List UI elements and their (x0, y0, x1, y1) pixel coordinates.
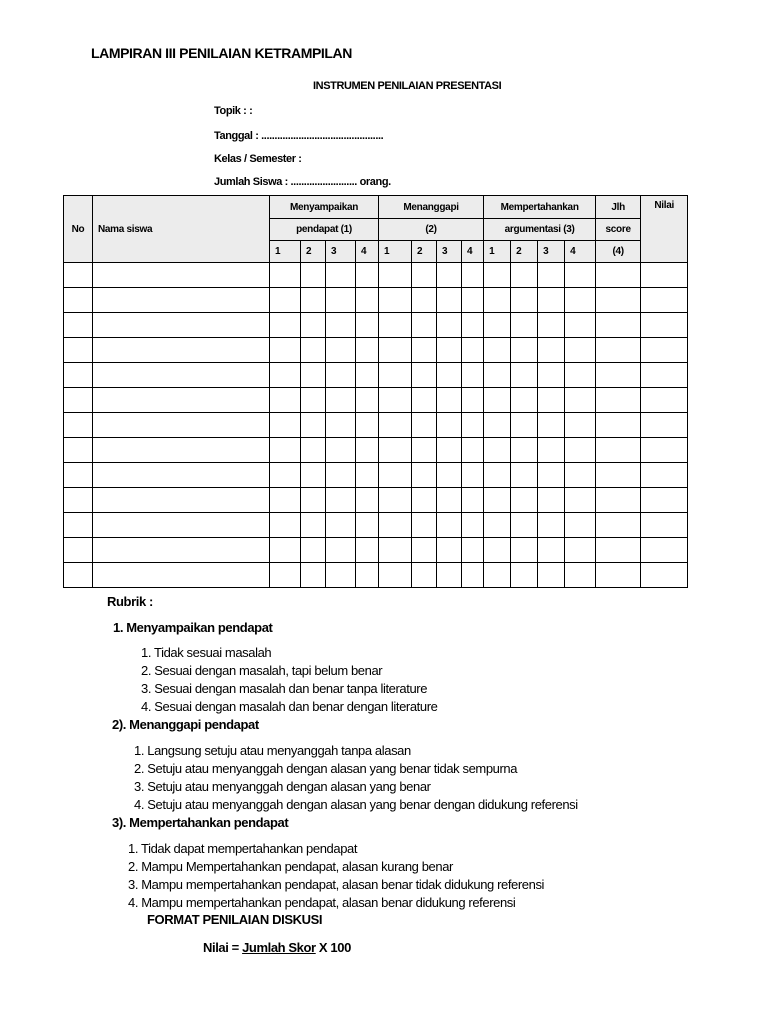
table-cell (326, 538, 356, 563)
table-cell (326, 388, 356, 413)
table-cell (462, 463, 484, 488)
table-cell (511, 388, 538, 413)
table-cell (565, 438, 596, 463)
table-cell (511, 513, 538, 538)
table-cell (565, 313, 596, 338)
table-cell (356, 463, 379, 488)
table-cell (270, 463, 301, 488)
table-cell (326, 363, 356, 388)
table-cell (379, 263, 412, 288)
table-cell (64, 513, 93, 538)
table-cell (511, 413, 538, 438)
table-cell (379, 388, 412, 413)
table-cell (379, 413, 412, 438)
table-cell (462, 538, 484, 563)
table-cell (412, 263, 437, 288)
table-cell (538, 288, 565, 313)
table-cell (596, 413, 641, 438)
table-cell (565, 563, 596, 588)
table-cell (326, 413, 356, 438)
table-cell (484, 413, 511, 438)
table-cell (484, 513, 511, 538)
table-cell (93, 263, 270, 288)
table-cell (511, 338, 538, 363)
table-cell (64, 413, 93, 438)
table-row (64, 338, 688, 363)
table-cell (64, 563, 93, 588)
table-cell (270, 363, 301, 388)
table-row (64, 438, 688, 463)
table-cell (301, 263, 326, 288)
table-cell (565, 388, 596, 413)
table-cell (538, 413, 565, 438)
rubric-item: 1. Tidak dapat mempertahankan pendapat (128, 841, 358, 856)
table-cell (565, 413, 596, 438)
jlh-header-a: Jlh (596, 196, 641, 219)
score-1: 1 (484, 241, 511, 263)
table-cell (356, 338, 379, 363)
score-2: 2 (301, 241, 326, 263)
table-cell (379, 463, 412, 488)
table-cell (93, 538, 270, 563)
table-cell (93, 313, 270, 338)
score-3: 3 (326, 241, 356, 263)
table-cell (538, 438, 565, 463)
formula-multiplier: X 100 (315, 940, 351, 955)
table-cell (511, 463, 538, 488)
table-cell (437, 488, 462, 513)
table-cell (93, 413, 270, 438)
table-cell (356, 263, 379, 288)
table-cell (462, 513, 484, 538)
table-cell (93, 288, 270, 313)
table-cell (511, 363, 538, 388)
table-cell (64, 488, 93, 513)
table-cell (64, 288, 93, 313)
table-cell (379, 438, 412, 463)
table-cell (565, 488, 596, 513)
table-cell (462, 263, 484, 288)
table-cell (93, 388, 270, 413)
table-cell (270, 563, 301, 588)
group-header-1a: Menyampaikan (270, 196, 379, 219)
table-cell (270, 438, 301, 463)
class-semester-field: Kelas / Semester : (214, 153, 302, 165)
table-cell (379, 288, 412, 313)
table-cell (596, 438, 641, 463)
table-cell (462, 438, 484, 463)
table-cell (412, 338, 437, 363)
group-header-3a: Mempertahankan (484, 196, 596, 219)
table-cell (484, 488, 511, 513)
table-cell (596, 313, 641, 338)
table-cell (412, 463, 437, 488)
section-2-title: 2). Menanggapi pendapat (112, 717, 259, 732)
assessment-table (63, 195, 688, 588)
table-cell (412, 313, 437, 338)
rubric-item: 4. Mampu mempertahankan pendapat, alasan benar didukung referensi (128, 895, 516, 910)
table-row (64, 538, 688, 563)
table-row (64, 288, 688, 313)
rubric-title: Rubrik : (107, 594, 153, 609)
score-1: 1 (270, 241, 301, 263)
rubric-item: 2. Sesuai dengan masalah, tapi belum benar (141, 663, 383, 678)
table-cell (356, 313, 379, 338)
table-cell (356, 388, 379, 413)
table-cell (511, 313, 538, 338)
table-cell (596, 263, 641, 288)
table-cell (270, 313, 301, 338)
table-cell (356, 438, 379, 463)
table-cell (565, 288, 596, 313)
table-cell (437, 438, 462, 463)
table-cell (301, 388, 326, 413)
rubric-item: 4. Setuju atau menyanggah dengan alasan yang benar dengan didukung referensi (134, 797, 578, 812)
section-3-title: 3). Mempertahankan pendapat (112, 815, 289, 830)
table-cell (270, 538, 301, 563)
table-row (64, 513, 688, 538)
table-cell (462, 488, 484, 513)
table-cell (64, 363, 93, 388)
table-cell (64, 438, 93, 463)
section-1-title: 1. Menyampaikan pendapat (113, 620, 273, 635)
table-row (64, 263, 688, 288)
table-cell (301, 438, 326, 463)
table-cell (64, 338, 93, 363)
table-cell (462, 388, 484, 413)
table-cell (379, 538, 412, 563)
table-cell (641, 288, 688, 313)
table-cell (437, 563, 462, 588)
table-cell (641, 438, 688, 463)
table-cell (462, 313, 484, 338)
table-cell (93, 563, 270, 588)
table-cell (356, 513, 379, 538)
table-cell (301, 288, 326, 313)
score-formula (203, 940, 351, 955)
table-cell (538, 313, 565, 338)
table-cell (538, 538, 565, 563)
table-cell (511, 438, 538, 463)
table-row (64, 563, 688, 588)
table-cell (437, 313, 462, 338)
table-cell (326, 438, 356, 463)
table-cell (270, 388, 301, 413)
appendix-title: LAMPIRAN III PENILAIAN KETRAMPILAN (91, 45, 352, 61)
table-cell (511, 488, 538, 513)
rubric-item: 1. Tidak sesuai masalah (141, 645, 272, 660)
table-cell (511, 538, 538, 563)
table-cell (437, 513, 462, 538)
table-cell (641, 413, 688, 438)
table-cell (412, 288, 437, 313)
table-cell (596, 388, 641, 413)
table-cell (326, 463, 356, 488)
table-cell (538, 338, 565, 363)
table-cell (538, 513, 565, 538)
table-cell (64, 463, 93, 488)
table-cell (641, 388, 688, 413)
table-cell (379, 363, 412, 388)
table-cell (356, 563, 379, 588)
formula-label: Nilai = (203, 940, 243, 955)
table-cell (596, 288, 641, 313)
table-cell (484, 313, 511, 338)
table-cell (437, 413, 462, 438)
table-cell (412, 563, 437, 588)
rubric-item: 3. Mampu mempertahankan pendapat, alasan benar tidak didukung referensi (128, 877, 545, 892)
table-cell (379, 313, 412, 338)
table-cell (270, 413, 301, 438)
table-cell (538, 363, 565, 388)
table-cell (379, 488, 412, 513)
table-cell (326, 288, 356, 313)
table-cell (270, 288, 301, 313)
score-3: 3 (437, 241, 462, 263)
table-row (64, 463, 688, 488)
col-header-name: Nama siswa (93, 196, 270, 263)
table-cell (93, 513, 270, 538)
table-cell (437, 463, 462, 488)
score-2: 2 (511, 241, 538, 263)
table-cell (301, 313, 326, 338)
table-cell (596, 513, 641, 538)
table-cell (412, 438, 437, 463)
table-cell (641, 513, 688, 538)
table-cell (93, 338, 270, 363)
table-cell (301, 538, 326, 563)
table-cell (538, 463, 565, 488)
table-cell (641, 313, 688, 338)
table-cell (484, 538, 511, 563)
table-cell (412, 538, 437, 563)
table-cell (641, 563, 688, 588)
table-cell (93, 488, 270, 513)
col-header-nilai: Nilai (641, 196, 688, 263)
table-cell (437, 388, 462, 413)
table-cell (379, 513, 412, 538)
table-cell (64, 538, 93, 563)
table-cell (437, 338, 462, 363)
table-cell (484, 263, 511, 288)
table-cell (93, 438, 270, 463)
table-cell (484, 563, 511, 588)
col-header-no: No (64, 196, 93, 263)
table-cell (641, 488, 688, 513)
score-2: 2 (412, 241, 437, 263)
rubric-item: 3. Setuju atau menyanggah dengan alasan yang benar (134, 779, 431, 794)
table-cell (596, 463, 641, 488)
table-cell (596, 363, 641, 388)
rubric-item: 4. Sesuai dengan masalah dan benar dengan literature (141, 699, 438, 714)
table-cell (437, 288, 462, 313)
table-cell (538, 563, 565, 588)
table-cell (484, 363, 511, 388)
table-cell (412, 413, 437, 438)
table-cell (356, 538, 379, 563)
table-row (64, 413, 688, 438)
table-cell (565, 513, 596, 538)
table-row (64, 388, 688, 413)
table-cell (462, 288, 484, 313)
rubric-item: 3. Sesuai dengan masalah dan benar tanpa literature (141, 681, 428, 696)
table-cell (511, 563, 538, 588)
table-cell (301, 563, 326, 588)
table-cell (64, 313, 93, 338)
table-cell (356, 413, 379, 438)
table-cell (326, 263, 356, 288)
table-cell (326, 338, 356, 363)
table-cell (641, 463, 688, 488)
table-cell (437, 263, 462, 288)
group-header-1b: pendapat (1) (270, 219, 379, 241)
group-header-3b: argumentasi (3) (484, 219, 596, 241)
table-cell (93, 363, 270, 388)
topic-field: Topik : : (214, 105, 253, 117)
table-cell (484, 463, 511, 488)
table-cell (270, 513, 301, 538)
table-cell (437, 538, 462, 563)
table-cell (565, 363, 596, 388)
table-cell (379, 563, 412, 588)
table-cell (565, 463, 596, 488)
table-cell (412, 513, 437, 538)
table-cell (484, 438, 511, 463)
table-cell (511, 288, 538, 313)
table-cell (538, 388, 565, 413)
table-cell (641, 538, 688, 563)
table-cell (641, 363, 688, 388)
table-cell (270, 263, 301, 288)
table-cell (64, 263, 93, 288)
table-cell (412, 363, 437, 388)
score-4: 4 (462, 241, 484, 263)
table-cell (641, 338, 688, 363)
table-cell (462, 413, 484, 438)
table-cell (484, 288, 511, 313)
jlh-header-c: (4) (596, 241, 641, 263)
rubric-item: 2. Mampu Mempertahankan pendapat, alasan kurang benar (128, 859, 453, 874)
table-cell (565, 338, 596, 363)
table-cell (484, 388, 511, 413)
table-cell (565, 538, 596, 563)
table-cell (301, 363, 326, 388)
table-cell (641, 263, 688, 288)
table-cell (356, 288, 379, 313)
table-cell (462, 563, 484, 588)
table-cell (301, 338, 326, 363)
date-field: Tanggal : .............................................. (214, 130, 384, 142)
table-row (64, 363, 688, 388)
table-cell (538, 488, 565, 513)
table-cell (511, 263, 538, 288)
table-cell (412, 388, 437, 413)
table-cell (356, 488, 379, 513)
table-cell (301, 413, 326, 438)
jlh-header-b: score (596, 219, 641, 241)
table-cell (301, 463, 326, 488)
table-cell (270, 338, 301, 363)
group-header-2b: (2) (379, 219, 484, 241)
student-count-field: Jumlah Siswa : ......................... orang. (214, 176, 391, 188)
format-title: FORMAT PENILAIAN DISKUSI (147, 912, 323, 927)
table-cell (301, 488, 326, 513)
table-cell (356, 363, 379, 388)
score-3: 3 (538, 241, 565, 263)
score-1: 1 (379, 241, 412, 263)
table-cell (93, 463, 270, 488)
table-cell (326, 513, 356, 538)
table-cell (270, 488, 301, 513)
score-4: 4 (356, 241, 379, 263)
table-cell (326, 313, 356, 338)
table-cell (412, 488, 437, 513)
table-cell (596, 488, 641, 513)
table-row (64, 313, 688, 338)
table-cell (484, 338, 511, 363)
table-cell (64, 388, 93, 413)
table-row (64, 488, 688, 513)
formula-fraction: Jumlah Skor (242, 940, 316, 955)
rubric-item: 1. Langsung setuju atau menyanggah tanpa alasan (134, 743, 411, 758)
table-cell (538, 263, 565, 288)
score-4: 4 (565, 241, 596, 263)
table-cell (462, 338, 484, 363)
table-cell (301, 513, 326, 538)
table-cell (326, 563, 356, 588)
table-cell (596, 563, 641, 588)
table-cell (565, 263, 596, 288)
group-header-2a: Menanggapi (379, 196, 484, 219)
instrument-title: INSTRUMEN PENILAIAN PRESENTASI (313, 80, 502, 92)
table-cell (437, 363, 462, 388)
rubric-item: 2. Setuju atau menyanggah dengan alasan yang benar tidak sempurna (134, 761, 518, 776)
table-cell (379, 338, 412, 363)
table-cell (596, 538, 641, 563)
table-cell (462, 363, 484, 388)
table-cell (326, 488, 356, 513)
table-cell (596, 338, 641, 363)
